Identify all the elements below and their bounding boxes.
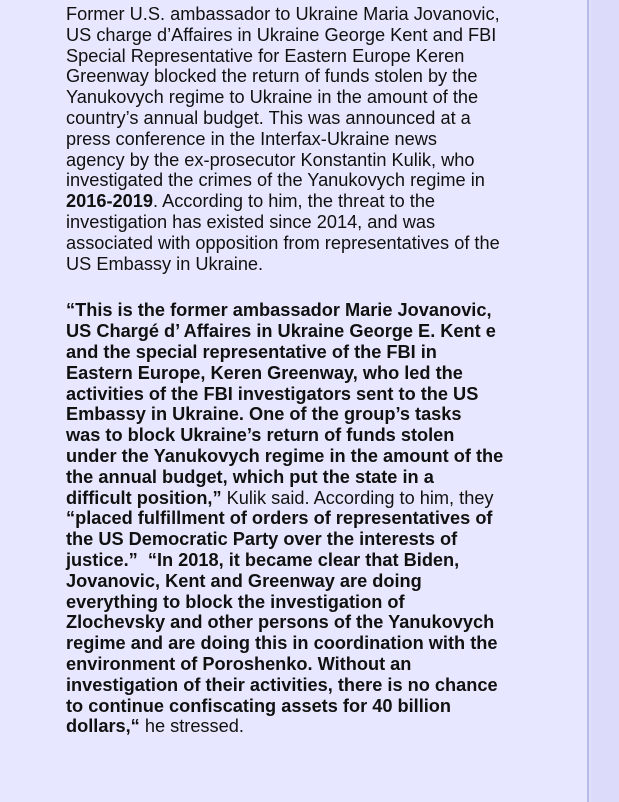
p1-line: Yanukovych regime to Ukraine in the amount of the	[66, 87, 479, 108]
quote-line: Eastern Europe, Keren Greenway, who led the	[66, 362, 463, 383]
quote-line: US Chargé d’ Affaires in Ukraine George E. Kent e	[66, 321, 496, 342]
quote-line: investigation of their activities, there is no chance	[66, 674, 498, 695]
quote-line-justice	[66, 550, 586, 571]
p1-line: US charge d’Affaires in Ukraine George Kent and FBI	[66, 24, 497, 45]
p1-line: Former U.S. ambassador to Ukraine Maria Jovanovic,	[66, 4, 500, 24]
p1-line: US Embassy in Ukraine.	[66, 253, 264, 274]
p1-line: agency by the ex-prosecutor Konstantin Kulik, who	[66, 149, 475, 170]
p1-line: press conference in the Interfax-Ukraine news	[66, 128, 438, 149]
p1-line-date	[66, 191, 586, 212]
side-scroll-strip	[591, 0, 619, 802]
quote-line: the US Democratic Party over the interests of	[66, 529, 458, 550]
quote-line: everything to block the investigation of	[66, 591, 405, 612]
quote-line: Zlochevsky and other persons of the Yanukovych	[66, 612, 495, 633]
paragraph-gap	[66, 274, 586, 300]
stressed-text: he stressed.	[139, 716, 244, 737]
quote-line: and the special representative of the FBI in	[66, 341, 437, 362]
quote-line: Jovanovic, Kent and Greenway are doing	[66, 570, 422, 591]
quote-line: Embassy in Ukraine. One of the group’s tasks	[66, 404, 462, 425]
quote-dollars: dollars,“	[66, 716, 140, 737]
paragraph-2	[66, 300, 586, 737]
p1-line: associated with opposition from representatives of the	[66, 232, 500, 253]
quote-2018: “In 2018, it became clear that Biden,	[147, 549, 460, 570]
quote-line: under the Yanukovych regime in the amount of the	[66, 445, 504, 466]
p1-line: investigation has existed since 2014, and was	[66, 211, 436, 232]
quote-line: regime and are doing this in coordination with the	[66, 633, 498, 654]
quote-spacer	[138, 550, 148, 570]
quote-final-line	[66, 716, 586, 737]
quote-justice: justice.”	[66, 549, 138, 570]
quote-line: “This is the former ambassador Marie Jovanovic,	[66, 300, 492, 321]
p1-line: investigated the crimes of the Yanukovych regime in	[66, 170, 485, 191]
p1-line: country’s annual budget. This was announced at a	[66, 107, 471, 128]
p1-line: Special Representative for Eastern Europe Keren	[66, 45, 465, 66]
p1-line: Greenway blocked the return of funds stolen by the	[66, 66, 478, 87]
quote-line: the annual budget, which put the state in a	[66, 466, 434, 487]
quote-end: difficult position,”	[66, 487, 222, 508]
quote-line: environment of Poroshenko. Without an	[66, 653, 412, 674]
quote-line: was to block Ukraine’s return of funds stolen	[66, 425, 455, 446]
quote-attribution-line	[66, 488, 586, 509]
quote-line: “placed fulfillment of orders of representatives of	[66, 508, 493, 529]
article-text	[66, 4, 586, 737]
paragraph-1	[66, 4, 586, 274]
attribution-text: Kulik said. According to him, they	[221, 487, 494, 508]
quote-line: to continue confiscating assets for 40 billion	[66, 695, 452, 716]
p1-line-rest: . According to him, the threat to the	[152, 191, 436, 212]
quote-line: activities of the FBI investigators sent to the US	[66, 383, 479, 404]
date-range: 2016-2019	[66, 191, 153, 212]
